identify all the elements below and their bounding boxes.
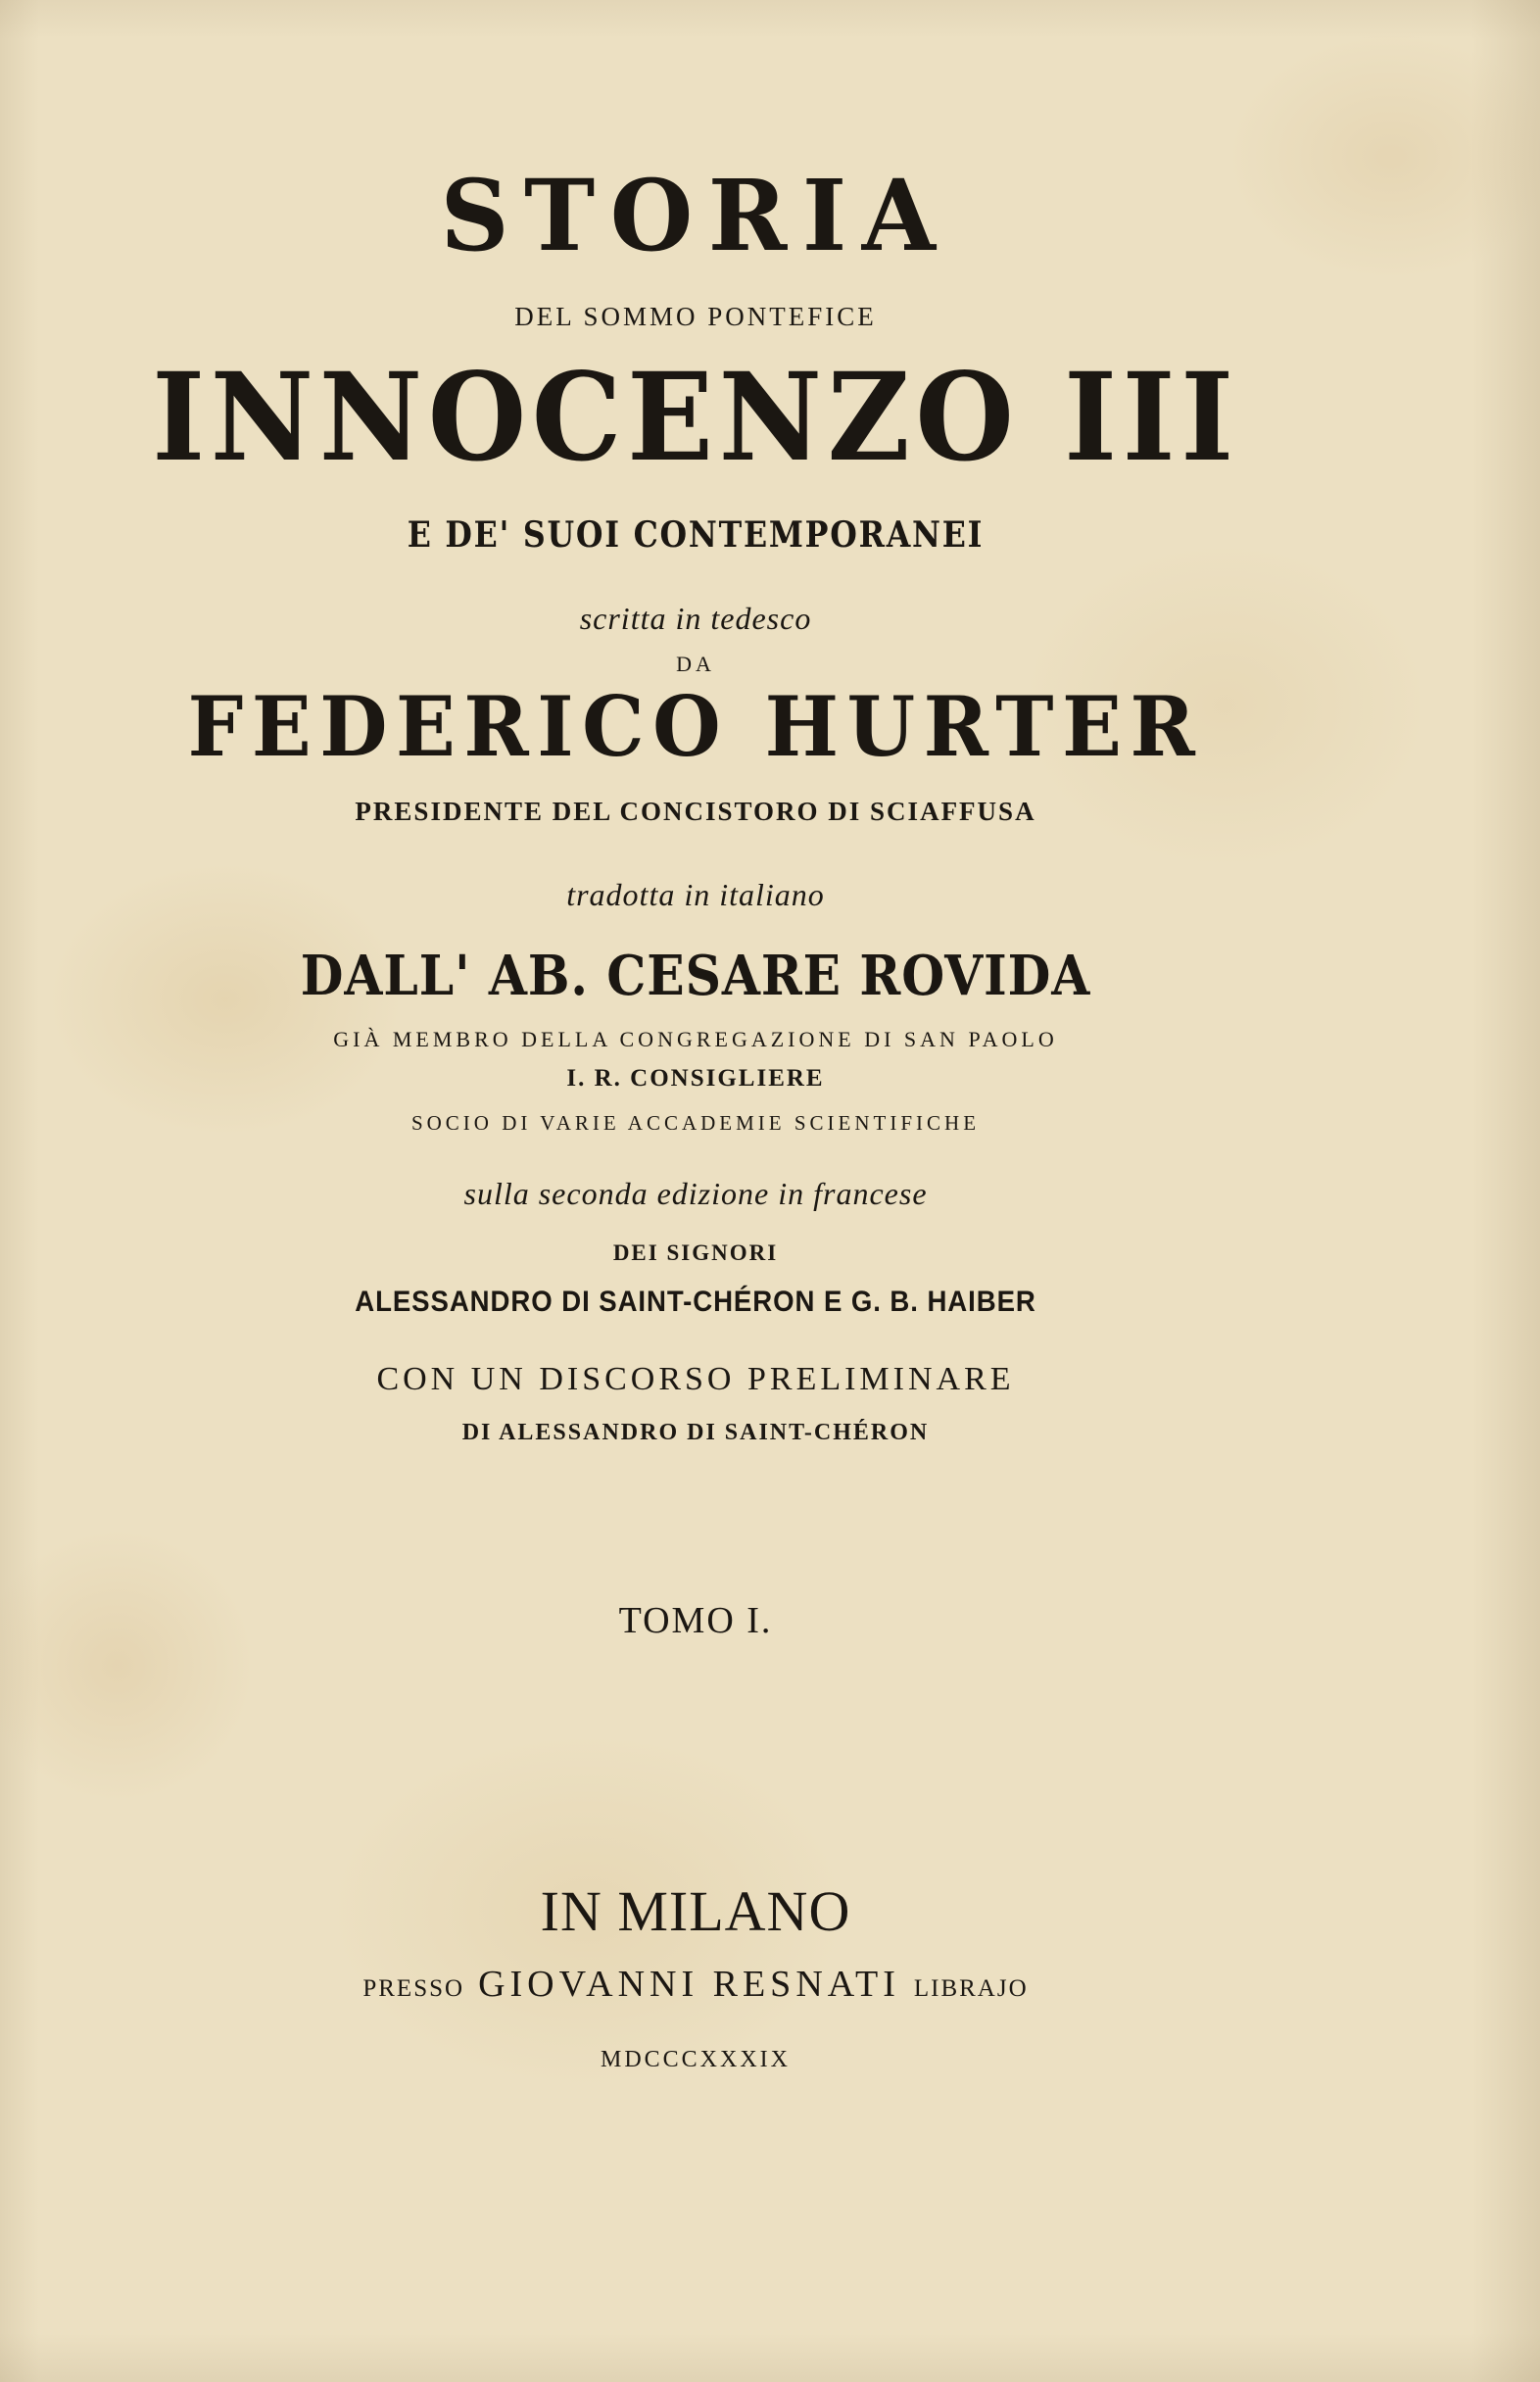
second-edition-note: sulla seconda edizione in francese: [463, 1176, 928, 1211]
librajo-label: LIBRAJO: [913, 1975, 1029, 2002]
preliminary-discourse: CON UN DISCORSO PRELIMINARE: [376, 1361, 1015, 1397]
publisher-line: [0, 1966, 1391, 2003]
translator-name: DALL' AB. CESARE ROVIDA: [300, 944, 1091, 1008]
by-label: DA: [676, 652, 715, 676]
translator-role-membro: GIÀ MEMBRO DELLA CONGREGAZIONE DI SAN PAOLO: [333, 1027, 1058, 1051]
translated-into-italian: tradotta in italiano: [566, 877, 825, 912]
publisher-name: GIOVANNI RESNATI: [478, 1964, 900, 2005]
discourse-author: DI ALESSANDRO DI SAINT-CHÉRON: [461, 1420, 930, 1445]
subtitle-pontefice: DEL SOMMO PONTEFICE: [514, 302, 877, 331]
work-title: STORIA: [440, 158, 951, 273]
presso-label: PRESSO: [362, 1975, 465, 2002]
author-title: PRESIDENTE DEL CONCISTORO DI SCIAFFUSA: [355, 797, 1036, 826]
publication-city: IN MILANO: [540, 1879, 851, 1943]
french-translators: ALESSANDRO DI SAINT-CHÉRON E G. B. HAIBER: [355, 1286, 1036, 1318]
written-in-german: scritta in tedesco: [579, 601, 812, 636]
pope-name: INNOCENZO III: [152, 347, 1239, 489]
volume-number: TOMO I.: [618, 1600, 773, 1641]
translator-role-socio: SOCIO DI VARIE ACCADEMIE SCIENTIFICHE: [410, 1111, 981, 1135]
signori-label: DEI SIGNORI: [612, 1240, 779, 1265]
subtitle-contemporanei: E DE' SUOI CONTEMPORANEI: [407, 514, 985, 556]
author-name: FEDERICO HURTER: [187, 678, 1204, 775]
translator-role-consigliere: I. R. CONSIGLIERE: [566, 1065, 825, 1092]
publication-year: MDCCCXXXIX: [600, 2047, 791, 2072]
